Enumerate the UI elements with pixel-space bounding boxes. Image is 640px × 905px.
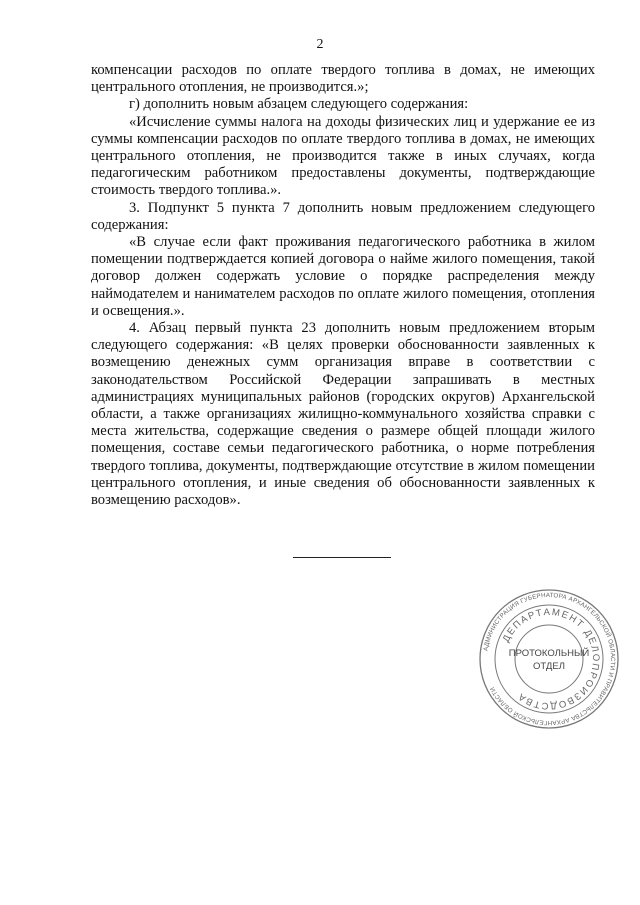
paragraph-continuation: компенсации расходов по оплате твердого топлива в домах, не имеющих центрального отопления, не производится.»;: [91, 62, 595, 96]
paragraph-quote-lease: «В случае если факт проживания педагогического работника в жилом помещении подтверждается копией договора о найме жилого помещения, такой договор должен содержать условие о порядке распределения между наймодателем и нанимателем расходов по оплате жилого помещения, отопления и освещения.».: [91, 234, 595, 319]
stamp-center-line1: ПРОТОКОЛЬНЫЙ: [508, 648, 590, 659]
stamp-center-line2: ОТДЕЛ: [533, 661, 565, 672]
svg-text:ДЕПАРТАМЕНТ ДЕЛОПРОИЗВОДСТВА: [501, 607, 601, 711]
stamp-inner-circle: [515, 625, 583, 693]
paragraph-item-4: 4. Абзац первый пункта 23 дополнить новым предложением вторым следующего содержания: «В целях проверки обоснованности заявленных к возмещению денежных сумм организация вправе в соответствии с законодательством Российской Федерации запрашивать в местных администрациях муниципальных районов (городских округов) Архангельской области, а также организациях жилищно-коммунального хозяйства справки с места жительства, содержащие сведения о размере общей площади жилого помещения, составе семьи педагогического работника, о норме потребления твердого топлива, документы, подтверждающие отсутствие в жилом помещении центрального отопления, и иные сведения об обоснованности заявленных к возмещению расходов».: [91, 320, 595, 509]
official-stamp: [478, 588, 620, 730]
stamp-outer-ring-text: АДМИНИСТРАЦИЯ ГУБЕРНАТОРА АРХАНГЕЛЬСКОЙ ОБЛАСТИ И ПРАВИТЕЛЬСТВА АРХАНГЕЛЬСКОЙ ОБЛАСТИ: [482, 591, 617, 727]
document-body: [91, 62, 595, 509]
closing-separator-line: [293, 557, 391, 558]
stamp-seal-icon: [478, 588, 620, 730]
stamp-inner-ring-text: ДЕПАРТАМЕНТ ДЕЛОПРОИЗВОДСТВА: [500, 606, 602, 712]
page-number: 2: [316, 37, 324, 52]
paragraph-item-3: 3. Подпункт 5 пункта 7 дополнить новым предложением следующего содержания:: [91, 199, 595, 233]
stamp-middle-circle: [495, 605, 603, 713]
paragraph-quote-tax: «Исчисление суммы налога на доходы физических лиц и удержание ее из суммы компенсации расходов по оплате твердого топлива в домах, не имеющих центрального отопления, не производится также в иных случаях, когда педагогическим работником предоставлены документы, подтверждающие стоимость твердого топлива.».: [91, 113, 595, 199]
paragraph-subitem-g: г) дополнить новым абзацем следующего содержания:: [129, 96, 469, 113]
